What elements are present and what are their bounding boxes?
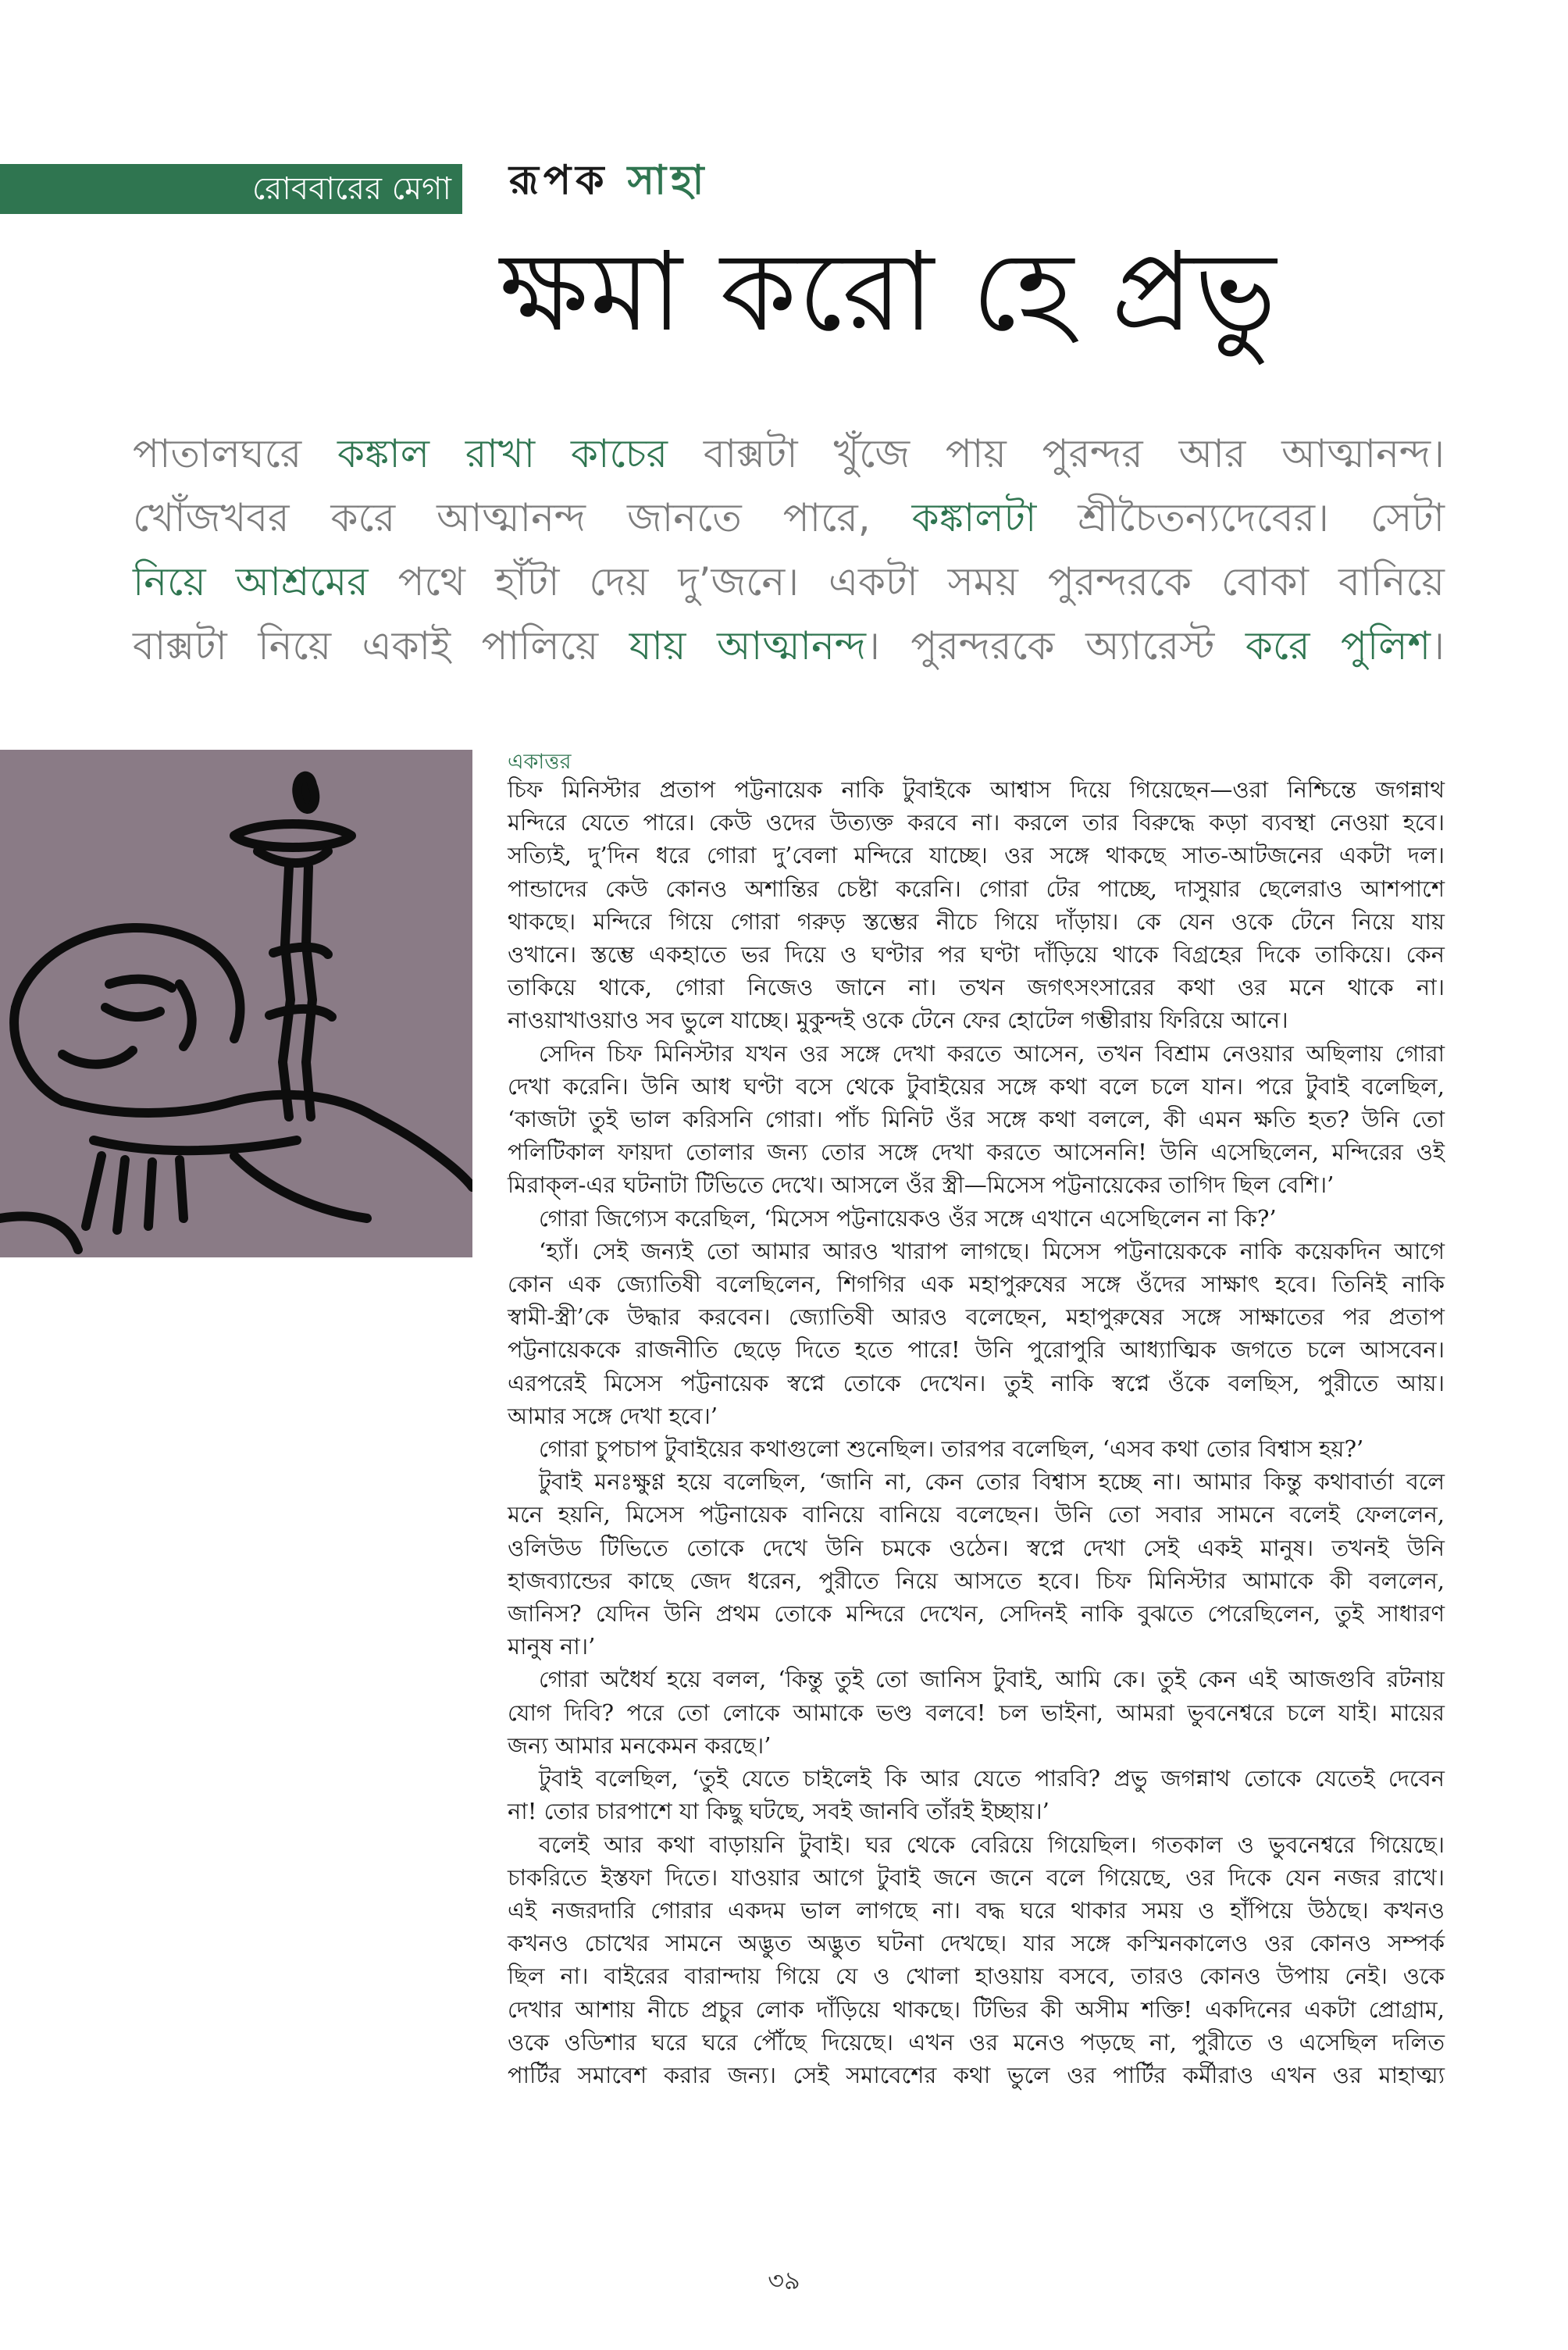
text-line: ‘কাজটা তুই ভাল করিসনি গোরা। পাঁচ মিনিট ওঁর সঙ্গে কথা বললে, কী এমন ক্ষতি হত? উনি তো	[508, 1106, 1445, 1133]
story-title: ক্ষমা করো হে প্রভু	[500, 229, 1278, 356]
episode-tag: একাত্তর	[508, 750, 572, 774]
text-line: এরপরেই মিসেস পট্টনায়েক স্বপ্নে তোকে দেখেন। তুই নাকি স্বপ্নে ওঁকে বলছিস, পুরীতে আয়।	[508, 1369, 1445, 1396]
text-line: দেখার আশায় নীচে প্রচুর লোক দাঁড়িয়ে থাকছে। টিভির কী অসীম শক্তি! একদিনের একটা প্রোগ্রাম,	[508, 1995, 1445, 2023]
text-line: কখনও চোখের সামনে অদ্ভুত অদ্ভুত ঘটনা দেখছে। যার সঙ্গে কস্মিনকালেও ওর কোনও সম্পর্ক	[508, 1930, 1445, 1957]
text-line: আমার সঙ্গে দেখা হবে।’	[508, 1402, 718, 1429]
story-paragraph	[508, 1037, 1445, 1202]
text-line: টুবাই মনঃক্ষুণ্ণ হয়ে বলেছিল, ‘জানি না, কেন তোর বিশ্বাস হচ্ছে না। আমার কিন্তু কথাবার্তা বলে	[539, 1468, 1445, 1496]
text-line: তাকিয়ে থাকে, গোরা নিজেও জানে না। তখন জগৎসংসারের কথা ওর মনে থাকে না।	[508, 974, 1445, 1001]
text-line: মন্দিরে যেতে পারে। কেউ ওদের উত্যক্ত করবে না। করলে তার বিরুদ্ধে কড়া ব্যবস্থা নেওয়া হবে।	[508, 809, 1445, 836]
story-paragraph	[508, 1465, 1445, 1663]
intro-highlight: কঙ্কালটা	[911, 495, 1037, 540]
text-line: হাজব্যান্ডের কাছে জেদ ধরেন, পুরীতে নিয়ে আসতে হবে। চিফ মিনিস্টার আমাকে কী বললেন,	[508, 1567, 1445, 1594]
text-line: সত্যিই, দু’দিন ধরে গোরা দু’বেলা মন্দিরে যাচ্ছে। ওর সঙ্গে থাকছে সাত-আটজনের একটা দল।	[508, 842, 1445, 869]
story-paragraph	[508, 1663, 1445, 1762]
text-line: মানুষ না।’	[508, 1633, 596, 1660]
intro-text: খোঁজখবর করে আত্মানন্দ জানতে পারে,	[133, 495, 912, 540]
intro-line-3	[133, 550, 1445, 614]
author-prefix: রূপক	[509, 157, 609, 204]
text-line: পলিটিকাল ফায়দা তোলার জন্য তোর সঙ্গে দেখা করতে আসেননি! উনি এসেছিলেন, মন্দিরের ওই	[508, 1139, 1445, 1166]
illustration	[0, 750, 472, 1257]
intro-line-2	[133, 486, 1445, 550]
intro-highlight: কঙ্কাল রাখা কাচের	[337, 431, 668, 476]
story-paragraph	[508, 773, 1445, 1037]
text-line: পট্টনায়েককে রাজনীতি ছেড়ে দিতে হতে পারে! উনি পুরোপুরি আধ্যাত্মিক জগতে চলে আসবেন।	[508, 1336, 1445, 1364]
text-line: গোরা জিগ্যেস করেছিল, ‘মিসেস পট্টনায়েকও ওঁর সঙ্গে এখানে এসেছিলেন না কি?’	[539, 1204, 1277, 1232]
intro-highlight: করে পুলিশ	[1245, 623, 1431, 669]
text-line: কোন এক জ্যোতিষী বলেছিলেন, শিগগির এক মহাপুরুষের সঙ্গে ওঁদের সাক্ষাৎ হবে। তিনিই নাকি	[508, 1271, 1445, 1298]
text-line: ছিল না। বাইরের বারান্দায় গিয়ে যে ও খোলা হাওয়ায় বসবে, তারও কোনও উপায় নেই। ওকে	[508, 1963, 1445, 1990]
story-paragraph	[508, 1432, 1445, 1465]
text-line: না! তোর চারপাশে যা কিছু ঘটছে, সবই জানবি তাঁরই ইচ্ছায়।’	[508, 1798, 1049, 1825]
intro-highlight: নিয়ে আশ্রমের	[133, 559, 369, 604]
text-line: জানিস? যেদিন উনি প্রথম তোকে মন্দিরে দেখেন, সেদিনই নাকি বুঝতে পেরেছিলেন, তুই সাধারণ	[508, 1600, 1445, 1628]
intro-text: বাক্সটা খুঁজে পায় পুরন্দর আর আত্মানন্দ।	[668, 431, 1445, 476]
text-line: মিরাক্‌ল-এর ঘটনাটা টিভিতে দেখে। আসলে ওঁর স্ত্রী—মিসেস পট্টনায়েকের তাগিদ ছিল বেশি।’	[508, 1171, 1335, 1199]
text-line: গোরা চুপচাপ টুবাইয়ের কথাগুলো শুনেছিল। তারপর বলেছিল, ‘এসব কথা তোর বিশ্বাস হয়?’	[539, 1435, 1364, 1463]
text-line: থাকছে। মন্দিরে গিয়ে গোরা গরুড় স্তম্ভের নীচে গিয়ে দাঁড়ায়। কে যেন ওকে টেনে নিয়ে যায়	[508, 908, 1445, 935]
text-line: মনে হয়নি, মিসেস পট্টনায়েক বানিয়ে বানিয়ে বলেছেন। উনি তো সবার সামনে বলেই ফেললেন,	[508, 1501, 1445, 1528]
intro-summary	[133, 422, 1445, 678]
text-line: জন্য আমার মনকেমন করছে।’	[508, 1731, 772, 1759]
text-line: টুবাই বলেছিল, ‘তুই যেতে চাইলেই কি আর যেতে পারবি? প্রভু জগন্নাথ তোকে যেতেই দেবেন	[539, 1765, 1445, 1792]
intro-text: । পুরন্দরকে অ্যারেস্ট	[865, 623, 1245, 669]
text-line: সেদিন চিফ মিনিস্টার যখন ওর সঙ্গে দেখা করতে আসেন, তখন বিশ্রাম নেওয়ার অছিলায় গোরা	[539, 1039, 1445, 1067]
text-line: চাকরিতে ইস্তফা দিতে। যাওয়ার আগে টুবাই জনে জনে বলে গিয়েছে, ওর দিকে যেন নজর রাখে।	[508, 1863, 1445, 1891]
intro-text: পথে হাঁটা দেয় দু’জনে। একটা সময় পুরন্দরকে বোকা বানিয়ে	[368, 559, 1445, 604]
text-line: বলেই আর কথা বাড়ায়নি টুবাই। ঘর থেকে বেরিয়ে গিয়েছিল। গতকাল ও ভুবনেশ্বরে গিয়েছে।	[539, 1831, 1445, 1858]
story-paragraph	[508, 1762, 1445, 1828]
text-line: চিফ মিনিস্টার প্রতাপ পট্টনায়েক নাকি টুবাইকে আশ্বাস দিয়ে গিয়েছেন—ওরা নিশ্চিন্তে জগন্নাথ	[508, 776, 1445, 803]
story-paragraph	[508, 1828, 1445, 2092]
text-line: গোরা অধৈর্য হয়ে বলল, ‘কিন্তু তুই তো জানিস টুবাই, আমি কে। তুই কেন এই আজগুবি রটনায়	[539, 1666, 1445, 1693]
intro-text: পাতালঘরে	[133, 431, 337, 476]
story-paragraph	[508, 1235, 1445, 1432]
intro-line-1	[133, 422, 1445, 486]
intro-line-4	[133, 614, 1445, 678]
text-line: ওখানে। স্তম্ভে একহাতে ভর দিয়ে ও ঘণ্টার পর ঘণ্টা দাঁড়িয়ে থাকে বিগ্রহের দিকে তাকিয়ে। কেন	[508, 941, 1445, 968]
intro-text: বাক্সটা নিয়ে একাই পালিয়ে	[133, 623, 629, 669]
story-body	[508, 773, 1445, 2091]
author-surname: সাহা	[627, 157, 709, 204]
text-line: পান্ডাদের কেউ কোনও অশান্তির চেষ্টা করেনি। গোরা টের পাচ্ছে, দাসুয়ার ছেলেরাও আশপাশে	[508, 875, 1445, 902]
text-line: ওলিউড টিভিতে তোকে দেখে উনি চমকে ওঠেন। স্বপ্নে দেখা সেই একই মানুষ। তখনই উনি	[508, 1534, 1445, 1561]
story-paragraph	[508, 1202, 1445, 1235]
section-band	[0, 164, 462, 214]
text-line: ওকে ওডিশার ঘরে ঘরে পৌঁছে দিয়েছে। এখন ওর মনেও পড়ছে না, পুরীতে ও এসেছিল দলিত	[508, 2028, 1445, 2056]
page-number: ৩৯	[768, 2266, 800, 2295]
intro-text: ।	[1431, 623, 1445, 669]
intro-text: শ্রীচৈতন্যদেবের। সেটা	[1036, 495, 1445, 540]
text-line: নাওয়াখাওয়াও সব ভুলে যাচ্ছে। মুকুন্দই ওকে টেনে ফের হোটেল গম্ভীরায় ফিরিয়ে আনে।	[508, 1007, 1288, 1034]
text-line: এই নজরদারি গোরার একদম ভাল লাগছে না। বদ্ধ ঘরে থাকার সময় ও হাঁপিয়ে উঠছে। কখনও	[508, 1896, 1445, 1924]
author-name	[509, 148, 709, 216]
text-line: ‘হ্যাঁ। সেই জন্যই তো আমার আরও খারাপ লাগছে। মিসেস পট্টনায়েককে নাকি কয়েকদিন আগে	[539, 1237, 1445, 1264]
text-line: দেখা করেনি। উনি আধ ঘণ্টা বসে থেকে টুবাইয়ের সঙ্গে কথা বলে চলে যান। পরে টুবাই বলেছিল,	[508, 1072, 1445, 1100]
intro-highlight: যায় আত্মানন্দ	[629, 623, 866, 669]
text-line: পার্টির সমাবেশ করার জন্য। সেই সমাবেশের কথা ভুলে ওর পার্টির কর্মীরাও এখন ওর মাহাত্ম্য	[508, 2061, 1445, 2088]
text-line: স্বামী-স্ত্রী’কে উদ্ধার করবেন। জ্যোতিষী আরও বলেছেন, মহাপুরুষের সঙ্গে সাক্ষাতের পর প্রতাপ	[508, 1303, 1445, 1331]
text-line: যোগ দিবি? পরে তো লোকে আমাকে ভণ্ড বলবে! চল ভাইনা, আমরা ভুবনেশ্বরে চলে যাই। মায়ের	[508, 1699, 1445, 1726]
section-label: রোববারের মেগা	[251, 171, 451, 207]
